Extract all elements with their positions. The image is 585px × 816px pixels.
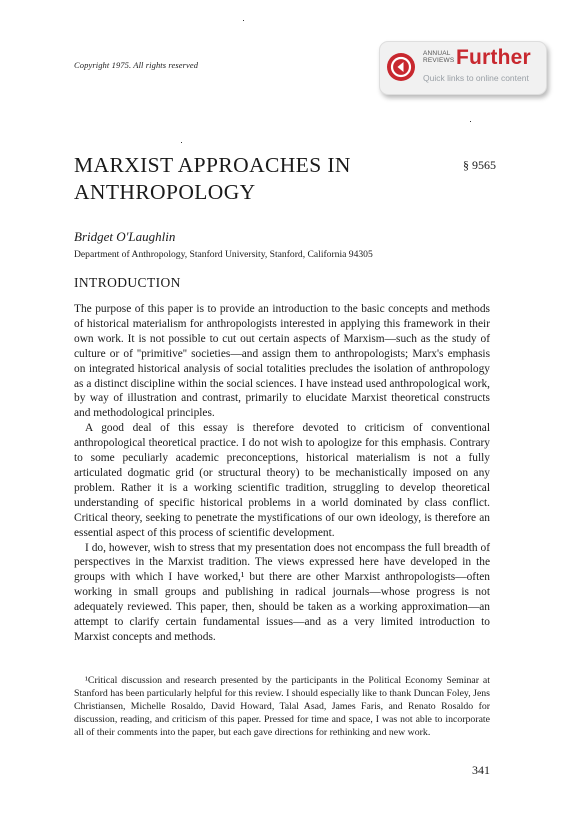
annual-reviews-logo: ANNUAL REVIEWS <box>423 50 455 64</box>
further-subtitle: Quick links to online content <box>423 73 529 83</box>
footnote-text: ¹Critical discussion and research presented by the participants in the Political Economy Seminar at Stanford has been particularly helpful for this review. I should especially like to thank Duncan Foley, Jens Christiansen, Michelle Rosaldo, David Howard, Talal Asad, James Faris, and Renato Rosaldo for discussion, reading, and criticism of this paper. Pressed for time and space, I was not able to incorporate all of their comments into the paper, but each gave directions for rethinking and new work. <box>74 675 490 739</box>
further-label: Further <box>456 46 531 69</box>
back-arrow-icon <box>387 53 415 81</box>
annual-reviews-further-button[interactable] <box>379 41 547 95</box>
article-code: § 9565 <box>463 158 496 172</box>
author-affiliation: Department of Anthropology, Stanford University, Stanford, California 94305 <box>74 249 373 260</box>
author-name: Bridget O'Laughlin <box>74 229 176 244</box>
scan-speck <box>181 142 182 143</box>
section-heading: INTRODUCTION <box>74 275 181 290</box>
article-title: MARXIST APPROACHES IN ANTHROPOLOGY <box>74 153 351 204</box>
copyright-notice: Copyright 1975. All rights reserved <box>74 60 199 70</box>
scan-speck <box>470 121 471 122</box>
paragraph: A good deal of this essay is therefore devoted to criticism of conventional anthropological theoretical practice. I do not wish to apologize for this emphasis. Contrary to some peculiarly academic preconceptions, historical materialism is not a fully articulated dogmatic grid (or structural theory) to be mechanistically imposed on any problem. Rather it is a working scientific tradition, struggling to develop theoretical understanding of specific historical problems in a world dominated by class conflict. Critical theory, seeking to penetrate the mystifications of our own ideology, is therefore an essential aspect of this process of scientific development. <box>74 422 490 539</box>
paragraph: I do, however, wish to stress that my presentation does not encompass the full breadth of perspectives in the Marxist tradition. The views expressed here have developed in the groups with which I have worked,¹ but there are other Marxist anthropologists—often working in small groups and publishing in radical journals—whose progress is not adequately reviewed. This paper, then, should be taken as a working approximation—an attempt to clarify certain fundamental issues—and as a very limited introduction to Marxist concepts and methods. <box>74 541 490 643</box>
scan-speck <box>243 20 244 21</box>
paragraph: The purpose of this paper is to provide an introduction to the basic concepts and methods of historical materialism for anthropologists interested in applying this framework in their own work. It is not possible to cut out certain aspects of Marxism—such as the study of culture or of ''primitive'' societies—and assign them to anthropologists; Marx's emphasis on integrated historical analysis of social totalities precludes the isolation of anthropology as a distinct discipline within the social sciences. I have instead used anthropological work, by way of illustration and contrast, primarily to elucidate Marxist theoretical constructs and methodological principles. <box>74 303 490 420</box>
footnote <box>74 674 490 739</box>
page-number: 341 <box>472 763 490 777</box>
article-body <box>74 302 490 645</box>
